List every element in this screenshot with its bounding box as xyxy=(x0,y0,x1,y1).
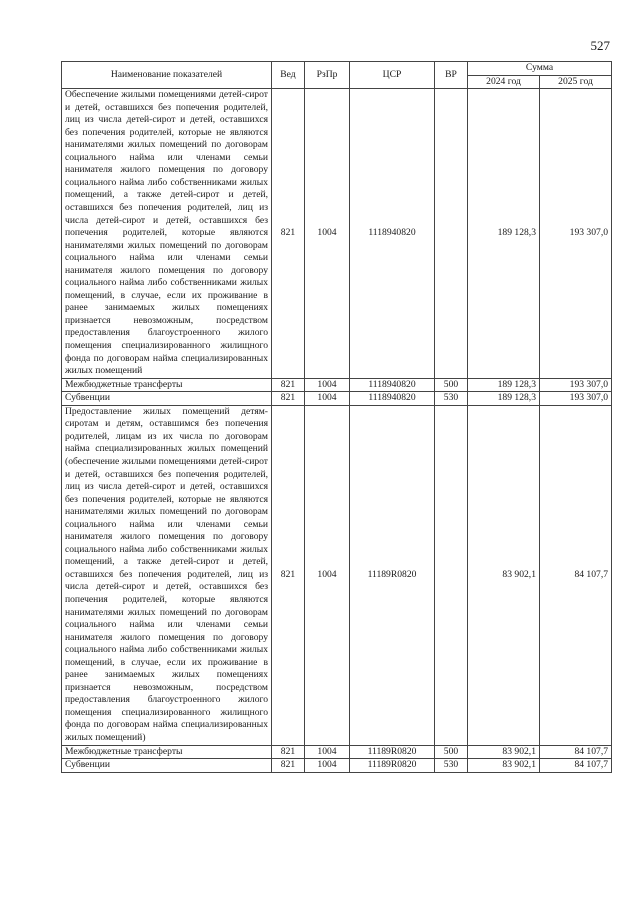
header-ved: Вед xyxy=(272,62,305,89)
row-rzpr: 1004 xyxy=(305,745,350,759)
row-vr: 500 xyxy=(435,745,468,759)
row-name: Обеспечение жилыми помещениями детей-сирот и детей, оставшихся без попечения родителей, лиц из числа детей-сирот и детей, оставшихся без попечения родителей, которые не являются нанимателями жилых помещений по договорам социального найма или членами семьи нанимателя жилого помещения по договору социального найма либо собственниками жилых помещений, а также детей-сирот и детей, оставшихся без попечения родителей, лиц из числа детей-сирот и детей, оставшихся без попечения родителей, которые являются нанимателями жилых помещений по договорам социального найма или членами семьи нанимателя жилого помещения по договору социального найма либо собственниками жилых помещений, в случае, если их проживание в ранее занимаемых жилых помещениях признается невозможным, посредством предоставления благоустроенного жилого помещения специализированного жилищного фонда по договорам найма специализированных жилых помещений xyxy=(62,89,272,379)
row-name: Межбюджетные трансферты xyxy=(62,378,272,392)
header-name: Наименование показателей xyxy=(62,62,272,89)
row-sum-2024: 83 902,1 xyxy=(468,759,540,773)
row-csr: 11189R0820 xyxy=(350,745,435,759)
header-sum: Сумма xyxy=(468,62,612,76)
row-rzpr: 1004 xyxy=(305,392,350,406)
page-number: 527 xyxy=(590,38,610,53)
row-sum-2025: 193 307,0 xyxy=(540,89,612,379)
row-name: Субвенции xyxy=(62,759,272,773)
row-sum-2025: 84 107,7 xyxy=(540,759,612,773)
row-ved: 821 xyxy=(272,759,305,773)
table-header-row xyxy=(62,62,612,76)
row-csr: 11189R0820 xyxy=(350,759,435,773)
row-sum-2025: 193 307,0 xyxy=(540,378,612,392)
row-rzpr: 1004 xyxy=(305,759,350,773)
row-vr xyxy=(435,405,468,745)
row-csr: 1118940820 xyxy=(350,392,435,406)
row-name: Предоставление жилых помещений детям-сиротам и детям, оставшимся без попечения родителей, лицам из их числа по договорам найма специализированных жилых помещений (обеспечение жилыми помещениями детей-сирот и детей, оставшихся без попечения родителей, лиц из числа детей-сирот и детей, оставшихся без попечения родителей, которые не являются нанимателями жилых помещений по договорам социального найма или членами семьи нанимателя жилого помещения по договору социального найма либо собственниками жилых помещений, а также детей-сирот и детей, оставшихся без попечения родителей, лиц из числа детей-сирот и детей, оставшихся без попечения родителей, которые являются нанимателями жилых помещений по договорам социального найма или членами семьи нанимателя жилого помещения по договору социального найма либо собственниками жилых помещений, в случае, если их проживание в ранее занимаемых жилых помещениях признается невозможным, посредством предоставления благоустроенного жилого помещения специализированного жилищного фонда по договорам найма специализированных жилых помещений) xyxy=(62,405,272,745)
row-sum-2024: 189 128,3 xyxy=(468,89,540,379)
table-row xyxy=(62,759,612,773)
table-row xyxy=(62,89,612,379)
budget-table xyxy=(61,61,612,773)
row-ved: 821 xyxy=(272,378,305,392)
row-ved: 821 xyxy=(272,405,305,745)
row-sum-2024: 83 902,1 xyxy=(468,405,540,745)
row-sum-2024: 189 128,3 xyxy=(468,392,540,406)
row-ved: 821 xyxy=(272,89,305,379)
header-csr: ЦСР xyxy=(350,62,435,89)
row-name: Субвенции xyxy=(62,392,272,406)
row-sum-2025: 193 307,0 xyxy=(540,392,612,406)
row-sum-2025: 84 107,7 xyxy=(540,745,612,759)
row-rzpr: 1004 xyxy=(305,378,350,392)
row-sum-2024: 83 902,1 xyxy=(468,745,540,759)
row-csr: 11189R0820 xyxy=(350,405,435,745)
row-sum-2024: 189 128,3 xyxy=(468,378,540,392)
row-rzpr: 1004 xyxy=(305,89,350,379)
table-row xyxy=(62,745,612,759)
row-sum-2025: 84 107,7 xyxy=(540,405,612,745)
row-csr: 1118940820 xyxy=(350,89,435,379)
row-rzpr: 1004 xyxy=(305,405,350,745)
row-csr: 1118940820 xyxy=(350,378,435,392)
row-vr: 500 xyxy=(435,378,468,392)
header-year-2024: 2024 год xyxy=(468,75,540,89)
table-row xyxy=(62,392,612,406)
row-ved: 821 xyxy=(272,392,305,406)
row-vr: 530 xyxy=(435,759,468,773)
row-name: Межбюджетные трансферты xyxy=(62,745,272,759)
header-year-2025: 2025 год xyxy=(540,75,612,89)
header-vr: ВР xyxy=(435,62,468,89)
header-rzpr: РзПр xyxy=(305,62,350,89)
row-vr xyxy=(435,89,468,379)
table-row xyxy=(62,378,612,392)
row-ved: 821 xyxy=(272,745,305,759)
row-vr: 530 xyxy=(435,392,468,406)
table-row xyxy=(62,405,612,745)
